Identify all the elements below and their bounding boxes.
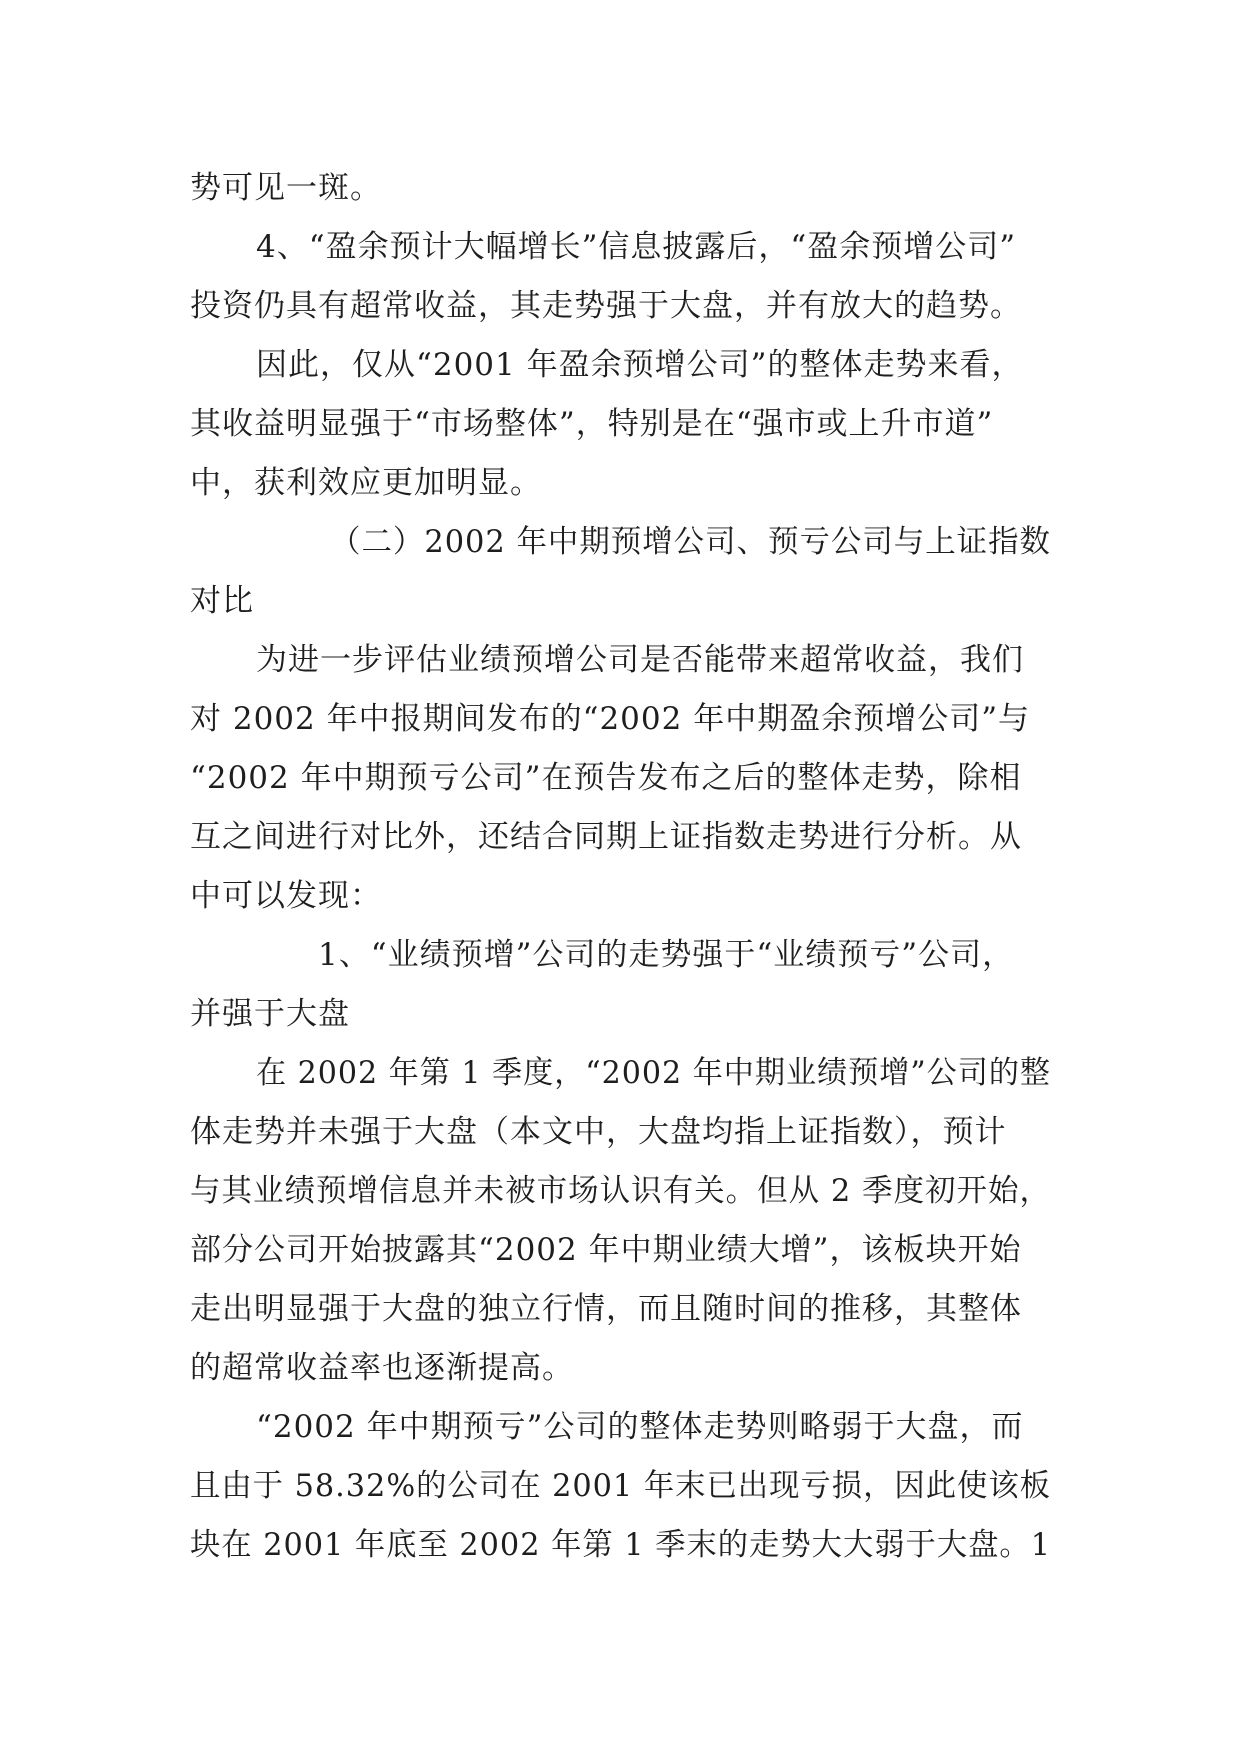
subsection-heading: 1、“业绩预增”公司的走势强于“业绩预亏”公司，: [318, 937, 1015, 973]
text-line: “2002 年中期预亏”公司的整体走势则略弱于大盘，而: [256, 1409, 1024, 1445]
text-line: 因此，仅从“2001 年盈余预增公司”的整体走势来看，: [256, 347, 1024, 383]
text-line: 体走势并未强于大盘（本文中，大盘均指上证指数），预计: [190, 1114, 1007, 1150]
subsection-heading: 并强于大盘: [190, 996, 350, 1032]
text-line: 部分公司开始披露其“2002 年中期业绩大增”，该板块开始: [190, 1232, 1022, 1268]
text-line: 在 2002 年第 1 季度，“2002 年中期业绩预增”公司的整: [256, 1055, 1051, 1091]
text-line: 4、“盈余预计大幅增长”信息披露后，“盈余预增公司”: [256, 229, 1017, 265]
text-line: 与其业绩预增信息并未被市场认识有关。但从 2 季度初开始，: [190, 1173, 1051, 1209]
text-line: 为进一步评估业绩预增公司是否能带来超常收益，我们: [256, 642, 1024, 678]
text-line: 走出明显强于大盘的独立行情，而且随时间的推移，其整体: [190, 1291, 1022, 1327]
text-line: 的超常收益率也逐渐提高。: [190, 1350, 574, 1386]
text-line: 中可以发现：: [190, 878, 382, 914]
text-line: 且由于 58.32%的公司在 2001 年末已出现亏损，因此使该板: [190, 1468, 1051, 1504]
text-line: “2002 年中期预亏公司”在预告发布之后的整体走势，除相: [190, 760, 1022, 796]
section-heading: （二）2002 年中期预增公司、预亏公司与上证指数: [330, 524, 1051, 560]
section-heading: 对比: [190, 583, 254, 619]
text-line: 互之间进行对比外，还结合同期上证指数走势进行分析。从: [190, 819, 1022, 855]
text-line: 势可见一斑。: [190, 170, 382, 206]
text-line: 投资仍具有超常收益，其走势强于大盘，并有放大的趋势。: [190, 288, 1022, 324]
text-line: 其收益明显强于“市场整体”，特别是在“强市或上升市道”: [190, 406, 994, 442]
text-line: 对 2002 年中报期间发布的“2002 年中期盈余预增公司”与: [190, 701, 1031, 737]
text-line: 块在 2001 年底至 2002 年第 1 季末的走势大大弱于大盘。1: [190, 1527, 1051, 1563]
text-line: 中，获利效应更加明显。: [190, 465, 542, 501]
